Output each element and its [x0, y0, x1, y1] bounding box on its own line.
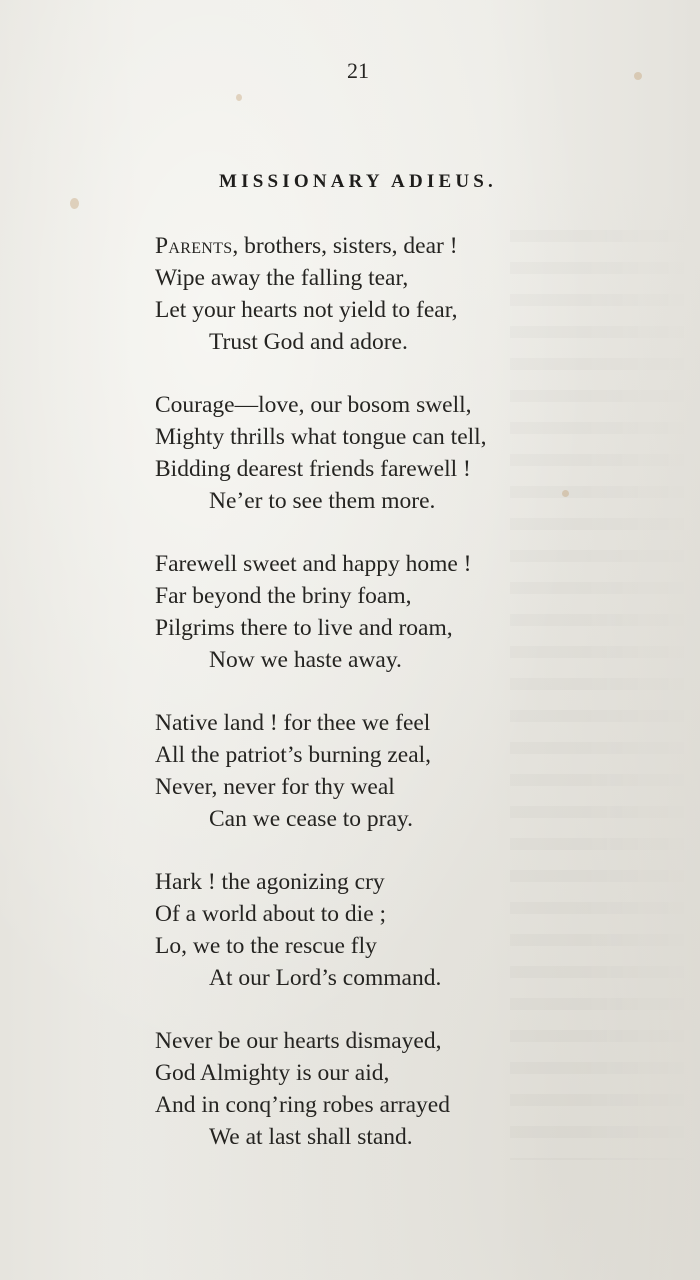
line-text: , brothers, sisters, dear ! — [232, 233, 458, 259]
poem-line: Let your hearts not yield to fear, — [155, 297, 458, 323]
poem-line: Never be our hearts dismayed, — [155, 1028, 442, 1054]
poem-line: God Almighty is our aid, — [155, 1060, 390, 1086]
stanza — [155, 1025, 575, 1153]
poem-line-refrain: We at last shall stand. — [209, 1124, 413, 1150]
poem-line: Wipe away the falling tear, — [155, 265, 409, 291]
poem-line: All the patriot’s burning zeal, — [155, 742, 432, 768]
poem-line: Farewell sweet and happy home ! — [155, 551, 472, 577]
poem-line: And in conq’ring robes arrayed — [155, 1092, 450, 1118]
poem-line-refrain: Ne’er to see them more. — [209, 488, 436, 514]
poem-line: Far beyond the briny foam, — [155, 583, 412, 609]
page-number: 21 — [347, 58, 369, 83]
stanza — [155, 707, 575, 835]
foxing-spot — [236, 94, 242, 101]
poem-line: Of a world about to die ; — [155, 901, 387, 927]
first-word: Parents — [155, 233, 233, 259]
poem-line-refrain: Can we cease to pray. — [209, 806, 414, 832]
poem-line: Never, never for thy weal — [155, 774, 395, 800]
poem-line: Native land ! for thee we feel — [155, 710, 431, 736]
poem-line: Pilgrims there to live and roam, — [155, 615, 453, 641]
poem-line: Mighty thrills what tongue can tell, — [155, 424, 487, 450]
poem-line: Hark ! the agonizing cry — [155, 869, 385, 895]
poem-line: Bidding dearest friends farewell ! — [155, 456, 471, 482]
stanza — [155, 548, 575, 676]
poem-body — [155, 230, 575, 1184]
poem-line: Lo, we to the rescue fly — [155, 933, 377, 959]
poem-line-refrain: Now we haste away. — [209, 647, 402, 673]
stanza — [155, 230, 575, 358]
poem-line-refrain: At our Lord’s command. — [209, 965, 442, 991]
stanza — [155, 389, 575, 517]
poem-line — [155, 230, 575, 262]
poem-title: MISSIONARY ADIEUS. — [219, 171, 497, 192]
stanza — [155, 866, 575, 994]
poem-line: Courage—love, our bosom swell, — [155, 392, 472, 418]
poem-line-refrain: Trust God and adore. — [209, 329, 408, 355]
foxing-spot — [70, 198, 79, 209]
